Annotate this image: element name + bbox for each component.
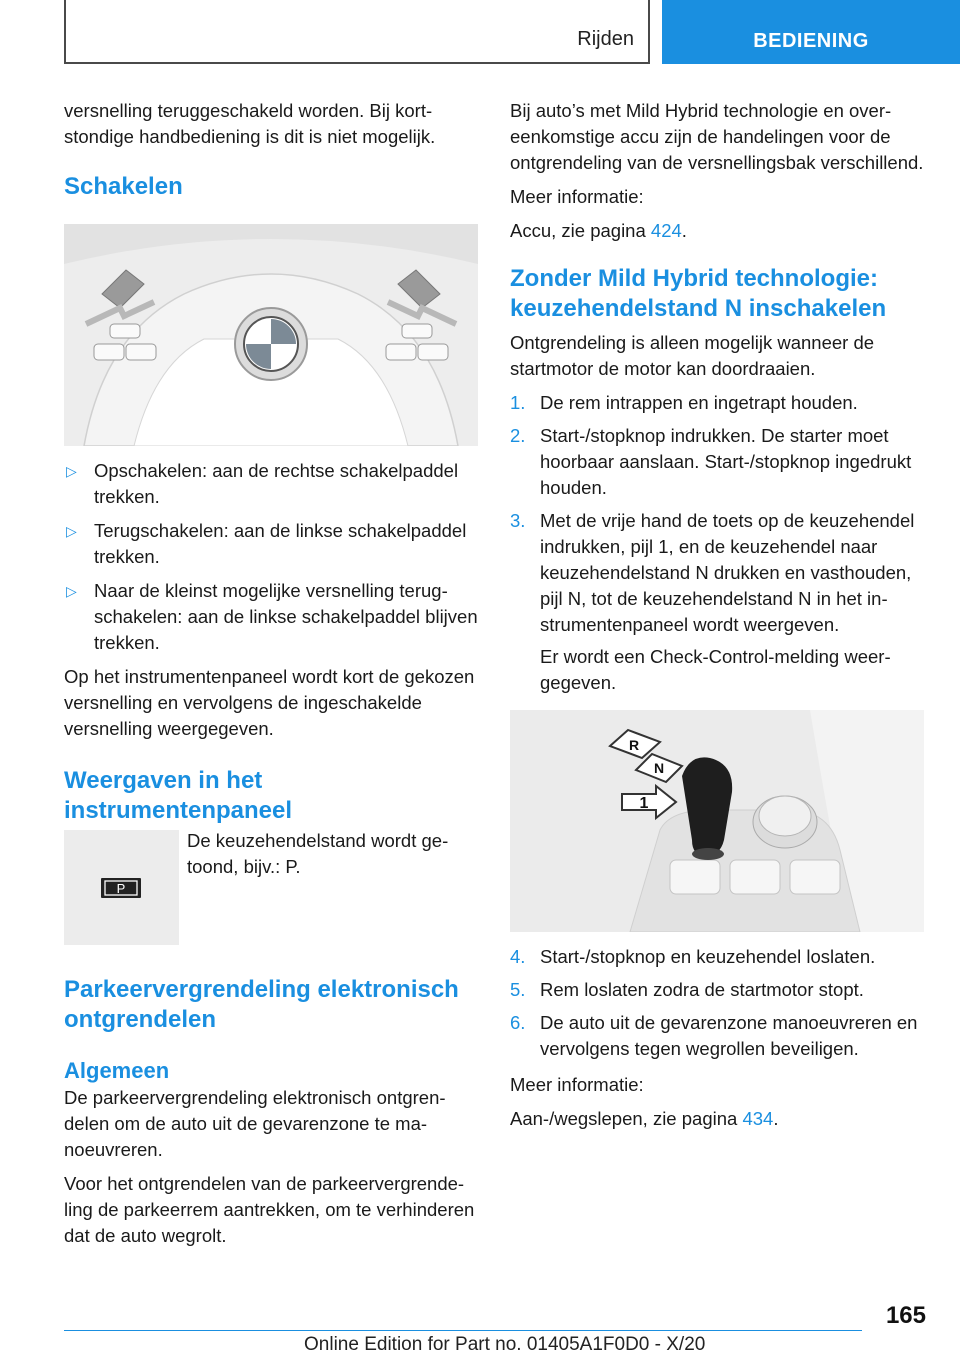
- header-chapter-tab: [662, 0, 960, 64]
- arrow-label-1: 1: [639, 795, 649, 812]
- list-item: 6. De auto uit de gevarenzone manoeuvreren en vervolgens tegen wegrollen beveiligen.: [510, 1012, 918, 1059]
- algemeen-paragraph-1: De parkeervergrendeling elektronisch ontgrendelen om de auto uit de gevarenzone te manoeuvreren.: [64, 1087, 446, 1160]
- instrument-paragraph: Op het instrumentenpaneel wordt kort de gekozen versnelling en vervolgens de ingeschakelde versnelling weergegeven.: [64, 666, 475, 739]
- meer-informatie-label: Meer informatie:: [510, 186, 644, 207]
- accu-reference: Accu, zie pagina 424.: [510, 220, 687, 241]
- page-link-434[interactable]: 434: [742, 1108, 774, 1129]
- list-item: ▷ Opschakelen: aan de rechtse schakelpaddel trekken.: [66, 460, 459, 507]
- gear-selector-illustration: [510, 710, 924, 932]
- bullet-triangle-icon: ▷: [66, 463, 77, 479]
- ontgrendeling-paragraph: Ontgrendeling is alleen mogelijk wanneer de startmotor de motor kan doordraaien.: [510, 332, 875, 379]
- gear-display-illustration: [64, 830, 179, 945]
- mild-hybrid-paragraph: Bij auto’s met Mild Hybrid technologie en overeenkomstige accu zijn de handelingen voor de ontgrendeling van de versnellingsbak verschillend.: [510, 100, 924, 173]
- heading-zonder-mild-hybrid: Zonder Mild Hybrid technologie: keuzehendelstand N inschakelen: [510, 265, 887, 322]
- slepen-reference: Aan-/wegslepen, zie pagina 434.: [510, 1108, 779, 1129]
- heading-algemeen: Algemeen: [64, 1058, 170, 1083]
- list-item: 1. De rem intrappen en ingetrapt houden.: [510, 392, 858, 413]
- meer-informatie-label-2: Meer informatie:: [510, 1074, 644, 1095]
- algemeen-paragraph-2: Voor het ontgrendelen van de parkeervergrendeling de parkeerrem aantrekken, om te verhinderen dat de auto wegrolt.: [64, 1173, 475, 1246]
- heading-parkeervergrendeling: Parkeervergrendeling elektronisch ontgrendelen: [64, 976, 459, 1033]
- weergaven-text: De keuzehendelstand wordt getoond, bijv.: P.: [187, 830, 449, 877]
- heading-schakelen: Schakelen: [64, 173, 183, 200]
- left-column: [64, 98, 478, 1257]
- list-item: 5. Rem loslaten zodra de startmotor stopt.: [510, 979, 864, 1000]
- intro-paragraph: versnelling teruggeschakeld worden. Bij kortstondige handbediening is dit is niet mogelijk.: [64, 100, 436, 147]
- right-column: [510, 98, 924, 1140]
- schakelen-bullet-list: [64, 458, 478, 656]
- arrow-label-n: N: [653, 760, 665, 776]
- weergaven-block: [64, 830, 478, 945]
- footer-divider: [64, 1330, 862, 1331]
- header-section-box: [64, 0, 650, 64]
- bullet-triangle-icon: ▷: [66, 523, 77, 539]
- list-item: ▷ Terugschakelen: aan de linkse schakelpaddel trekken.: [66, 520, 467, 567]
- list-item: ▷ Naar de kleinst mogelijke versnelling terugschakelen: aan de linkse schakelpaddel blijven trekken.: [66, 580, 478, 653]
- header-chapter-label: BEDIENING: [753, 30, 869, 52]
- list-item: 3. Met de vrije hand de toets op de keuzehendel indrukken, pijl 1, en de keuzehendel naar keuzehendelstand N drukken en vasthouden, pijl N, tot de keuzehendelstand N in het instrumentenpaneel wordt weergeven. Er wordt een Check-Control-melding weergegeven.: [510, 510, 915, 693]
- steps-list-b: [510, 944, 924, 1062]
- arrow-label-r: R: [628, 737, 640, 753]
- footer-edition: Online Edition for Part no. 01405A1F0D0 - X/20: [304, 1334, 706, 1355]
- gear-display-p-label: P: [116, 881, 126, 896]
- list-item: 2. Start-/stopknop indrukken. De starter moet hoorbaar aanslaan. Start-/stopknop ingedrukt houden.: [510, 425, 912, 498]
- heading-weergaven: Weergaven in het instrumentenpaneel: [64, 767, 293, 824]
- bullet-triangle-icon: ▷: [66, 583, 77, 599]
- page-link-424[interactable]: 424: [650, 220, 682, 241]
- page-number: 165: [885, 1302, 926, 1329]
- steps-list-a: [510, 390, 924, 696]
- header-section-title: Rijden: [577, 28, 634, 50]
- steering-wheel-illustration: [64, 224, 478, 446]
- steering-wheel-svg: [64, 224, 478, 446]
- list-item: 4. Start-/stopknop en keuzehendel loslaten.: [510, 946, 876, 967]
